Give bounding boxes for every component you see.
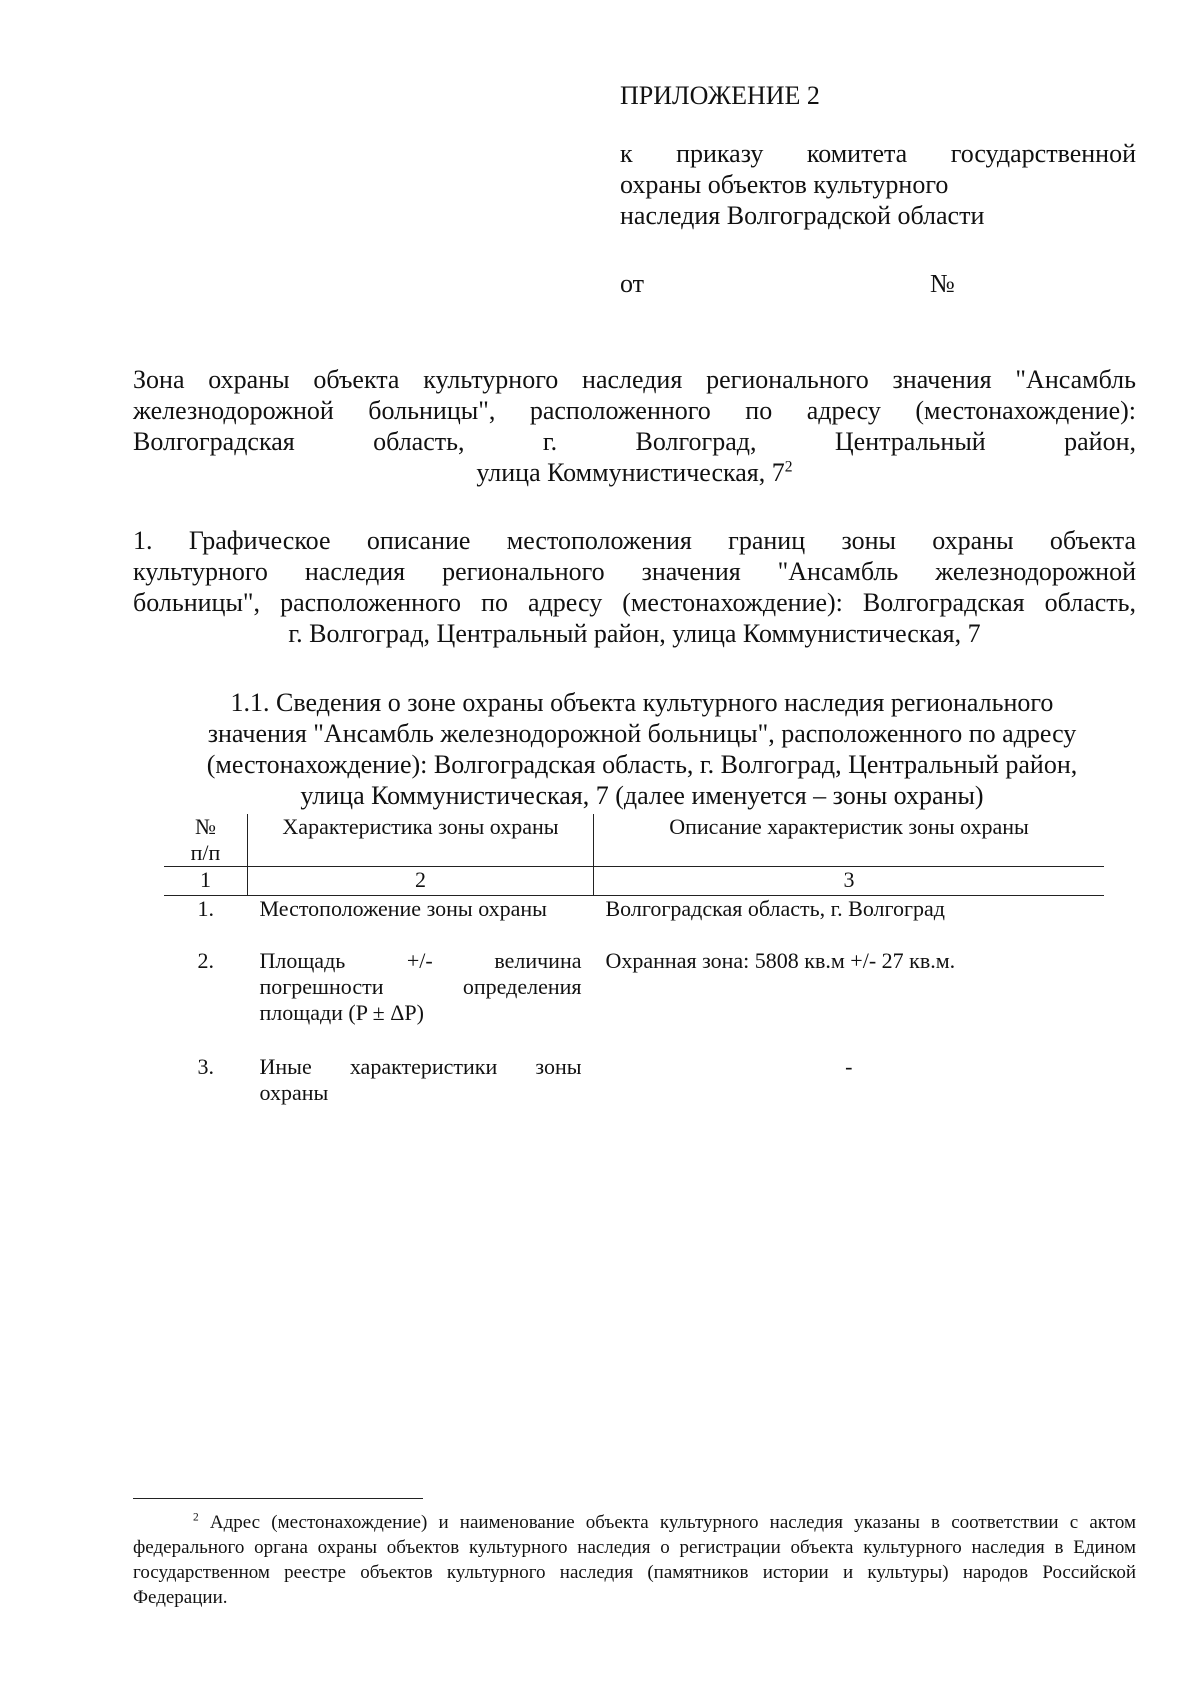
row-description: Волгоградская область, г. Волгоград <box>605 896 945 921</box>
table-row <box>164 948 1104 1054</box>
row-number: 1. <box>197 896 214 921</box>
row-number: 3. <box>197 1054 214 1079</box>
date-number-line <box>620 268 970 299</box>
footnote-marker: 2 <box>193 1511 199 1524</box>
zone-title-address: улица Коммунистическая, 7 <box>476 458 785 487</box>
column-number-row <box>164 867 1104 896</box>
number-label: № <box>930 269 955 298</box>
appendix-title: ПРИЛОЖЕНИЕ 2 <box>620 81 820 110</box>
footnote-line: государственном реестре объектов культурного наследия (памятников истории и культуры) народов Российской <box>133 1562 1136 1583</box>
footnote-separator <box>133 1498 423 1499</box>
footnote-reference: 2 <box>784 458 793 476</box>
appendix-subtitle-line: охраны объектов культурного <box>620 170 949 199</box>
column-number: 2 <box>248 867 594 896</box>
row-number: 2. <box>197 948 214 973</box>
footnote <box>133 1510 1136 1610</box>
section-1-line: 1. Графическое описание местоположения границ зоны охраны объекта <box>133 526 1136 555</box>
header-description: Описание характеристик зоны охраны <box>594 814 1105 867</box>
footnote-line: Федерации. <box>133 1587 228 1608</box>
appendix-subtitle <box>620 138 1136 231</box>
date-label: от <box>620 269 645 298</box>
appendix-subtitle-line: к приказу комитета государственной <box>620 139 1136 168</box>
footnote-line <box>133 1510 1136 1535</box>
table-row <box>164 1054 1104 1106</box>
row-characteristic: Местоположение зоны охраны <box>259 896 547 921</box>
zone-title-line: железнодорожной больницы", расположенного по адресу (местонахождение): <box>133 396 1136 425</box>
footnote-line: федерального органа охраны объектов культурного наследия о регистрации объекта культурного наследия в Едином <box>133 1537 1136 1558</box>
zone-title-line: Волгоградская область, г. Волгоград, Центральный район, <box>133 427 1136 456</box>
zone-title-last-line <box>133 457 1136 488</box>
section-1-line: г. Волгоград, Центральный район, улица Коммунистическая, 7 <box>288 619 981 648</box>
zone-title-line: Зона охраны объекта культурного наследия регионального значения "Ансамбль <box>133 365 1136 394</box>
header-characteristic: Характеристика зоны охраны <box>248 814 594 867</box>
section-1 <box>133 525 1136 649</box>
section-1-1-line: 1.1. Сведения о зоне охраны объекта культурного наследия регионального <box>230 688 1054 717</box>
table-header-row <box>164 814 1104 867</box>
section-1-1-line: значения "Ансамбль железнодорожной больницы", расположенного по адресу <box>207 719 1077 748</box>
section-1-1 <box>157 687 1127 811</box>
row-description: - <box>845 1054 853 1079</box>
section-1-1-line: (местонахождение): Волгоградская область, г. Волгоград, Центральный район, <box>206 750 1078 779</box>
row-characteristic: Площадь +/- величина погрешности определения площади (P ± ΔP) <box>259 948 582 1025</box>
table-row <box>164 896 1104 949</box>
column-number: 3 <box>594 867 1105 896</box>
column-number: 1 <box>164 867 248 896</box>
appendix-subtitle-line: наследия Волгоградской области <box>620 201 985 230</box>
zone-characteristics-table <box>164 814 1104 1106</box>
row-description: Охранная зона: 5808 кв.м +/- 27 кв.м. <box>605 948 956 973</box>
section-1-1-line: улица Коммунистическая, 7 (далее именуется – зоны охраны) <box>300 781 984 810</box>
footnote-text: Адрес (местонахождение) и наименование объекта культурного наследия указаны в соответствии с актом <box>209 1512 1136 1533</box>
section-1-line: больницы", расположенного по адресу (местонахождение): Волгоградская область, <box>133 588 1136 617</box>
section-1-line: культурного наследия регионального значения "Ансамбль железнодорожной <box>133 557 1136 586</box>
zone-title <box>133 364 1136 488</box>
row-characteristic: Иные характеристики зоны охраны <box>259 1054 582 1105</box>
header-number: № п/п <box>164 814 248 867</box>
